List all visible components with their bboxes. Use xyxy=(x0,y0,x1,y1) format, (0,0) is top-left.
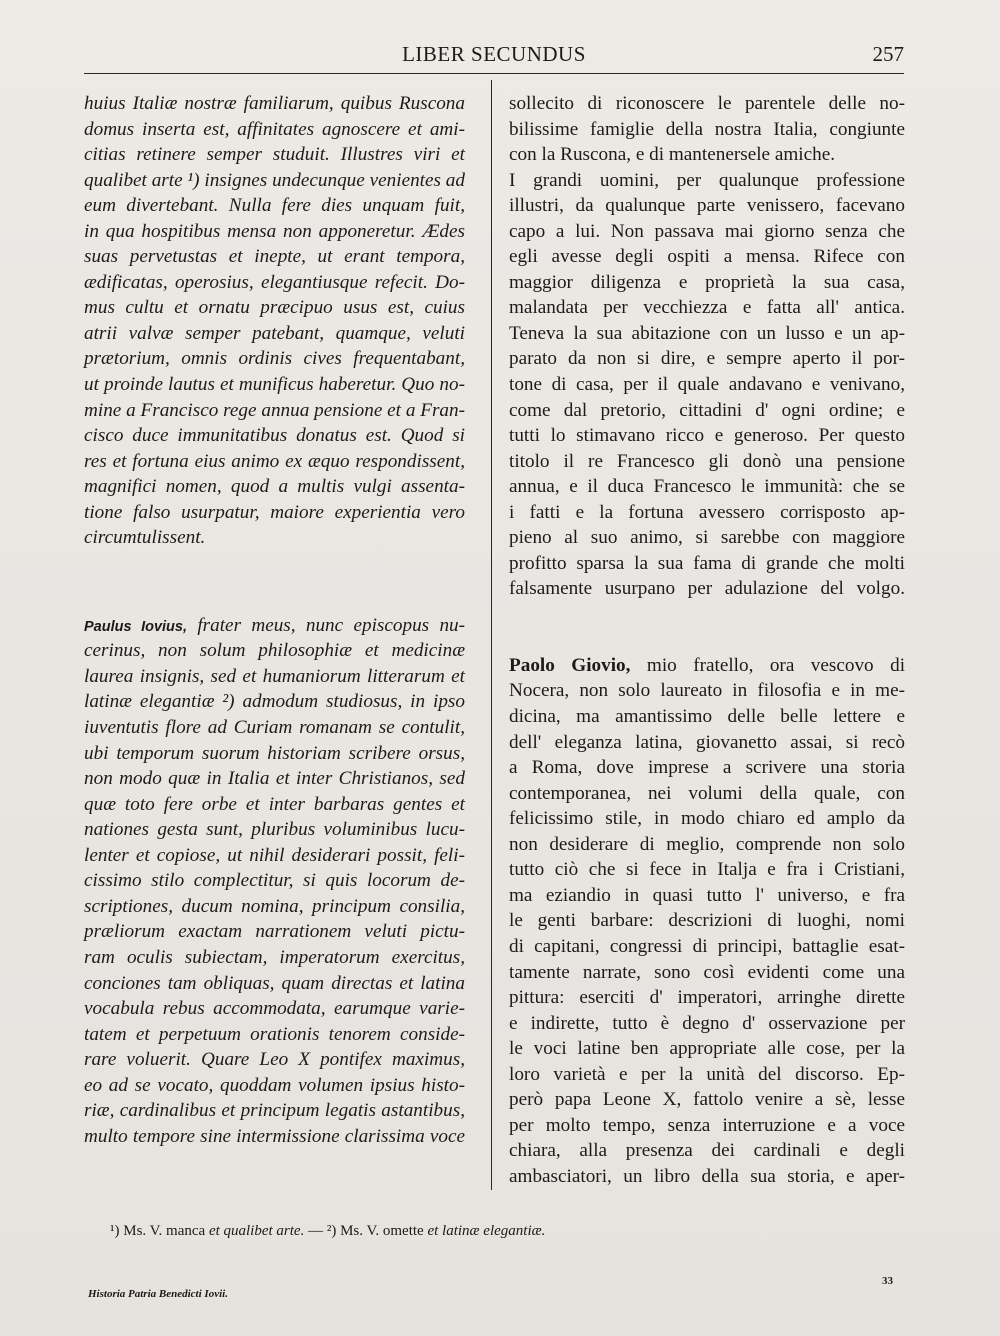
text-line: Teneva la sua abitazione con un lusso e un ap- xyxy=(509,322,905,344)
footnote-2-text: ²) Ms. V. omette xyxy=(326,1223,424,1239)
text-run: mio fratello, ora vescovo di xyxy=(646,654,906,676)
page-header xyxy=(84,40,904,74)
footnote-1-quote: et qualibet arte. xyxy=(208,1223,305,1239)
text-line: non desiderare di meglio, comprende non solo xyxy=(509,833,905,855)
text-line: le genti barbare: descrizioni di luoghi, nomi xyxy=(509,910,905,932)
text-line: tatem et perpetuum orationis tenorem conside- xyxy=(84,1023,465,1045)
text-line: tione falso usurpatur, maiore experientia vero xyxy=(84,501,465,523)
text-line: res et fortuna eius animo ex æquo respondissent, xyxy=(84,450,465,472)
text-line: ma eziandio in quasi tutto l' universo, e fra xyxy=(509,884,905,906)
text-line: laurea insignis, sed et humaniorum litterarum et xyxy=(84,665,465,687)
text-line xyxy=(84,613,465,639)
latin-paragraph-1 xyxy=(84,91,465,551)
text-line: contemporanea, nei volumi della quale, con xyxy=(509,782,905,804)
text-line: falsamente usurpano per adulazione del volgo. xyxy=(509,578,905,600)
text-line: mine a Francisco rege annua pensione et a Fran- xyxy=(84,399,465,421)
text-line: eo ad se vocato, quoddam volumen ipsius histo- xyxy=(84,1074,465,1096)
text-line: per molto tempo, senza interruzione e a voce xyxy=(509,1114,905,1136)
text-line: domus inserta est, affinitates agnoscere et ami- xyxy=(84,118,465,140)
text-line: bilissime famiglie della nostra Italia, congiunte xyxy=(509,118,905,140)
text-line: mus cultu et ornatu præcipuo usus est, cuius xyxy=(84,297,465,319)
text-line: prætorium, omnis ordinis cives frequentabant, xyxy=(84,348,465,370)
text-run: frater meus, nunc episcopus nu- xyxy=(197,614,466,636)
text-line: illustri, da qualunque parte venissero, facevano xyxy=(509,195,905,217)
text-line: malandata per vecchiezza e fatta all' antica. xyxy=(509,297,905,319)
text-line: sollecito di riconoscere le parentele delle no- xyxy=(509,93,905,114)
text-line: parato da non si dire, e sempre aperto il por- xyxy=(509,348,905,370)
text-line: nationes gesta sunt, pluribus voluminibus lucu- xyxy=(84,819,465,841)
footnote-2-quote: et latinæ elegantiæ. xyxy=(427,1223,546,1239)
text-line: annua, e il duca Francesco le immunità: che se xyxy=(509,476,905,498)
column-divider xyxy=(491,80,492,1190)
running-title: LIBER SECUNDUS xyxy=(402,42,586,66)
text-line: come dal pretorio, cittadini d' ogni ordine; e xyxy=(509,399,905,421)
text-line: citias retinere semper studuit. Illustres viri et xyxy=(84,144,465,166)
text-line: circumtulissent. xyxy=(84,527,206,549)
text-line: dicina, ma amantissimo delle belle lettere e xyxy=(509,706,905,728)
text-line: quæ toto fere orbe et inter barbaras gentes et xyxy=(84,793,465,815)
text-line: pieno al suo animo, si sarebbe con maggiore xyxy=(509,527,905,549)
text-line: egli avesse degli ospiti a mensa. Rifece con xyxy=(509,246,905,268)
text-line: huius Italiæ nostræ familiarum, quibus Ruscona xyxy=(84,93,465,114)
italian-column xyxy=(509,91,905,1189)
footnote-separator: — xyxy=(308,1223,324,1239)
text-line: rare voluerit. Quare Leo X pontifex maximus, xyxy=(84,1049,465,1071)
italian-paragraph-2 xyxy=(509,653,905,1189)
text-line: titolo il re Francesco gli donò una pensione xyxy=(509,450,905,472)
text-line: tone di casa, per il quale andavano e venivano, xyxy=(509,374,905,396)
signature-title: Historia Patria Benedicti Iovii. xyxy=(88,1288,228,1300)
text-line: latinæ elegantiæ ²) admodum studiosus, in ipso xyxy=(84,691,465,713)
text-line: felicissimo stile, in modo chiaro ed amplo da xyxy=(509,808,905,830)
text-line: ambasciatori, un libro della sua storia, e aper- xyxy=(509,1165,905,1187)
text-line: eum divertebant. Nulla fere dies unquam fuit, xyxy=(84,195,465,217)
text-line: I grandi uomini, per qualunque professione xyxy=(509,169,905,191)
text-line: a Roma, dove imprese a scrivere una storia xyxy=(509,757,905,779)
text-line: iuventutis flore ad Curiam romanam se contulit, xyxy=(84,717,465,739)
text-line: pittura: eserciti d' imperatori, arringhe dirette xyxy=(509,987,905,1009)
page-number: 257 xyxy=(872,42,904,66)
person-name: Paolo Giovio, xyxy=(509,654,631,676)
text-line: tamente narrate, sono così evidenti come una xyxy=(509,961,905,983)
text-line: riæ, cardinalibus et principum legatis astantibus, xyxy=(84,1100,465,1122)
text-line: scriptiones, ducum nomina, principum consilia, xyxy=(84,895,465,917)
text-line: cissimo stilo complectitur, si quis locorum de- xyxy=(84,870,465,892)
text-line: di capitani, congressi di principi, battaglie esat- xyxy=(509,935,905,957)
text-line: cisco duce immunitatibus donatus est. Quod si xyxy=(84,425,465,447)
text-line: maggior diligenza e proprietà la sua casa, xyxy=(509,271,905,293)
text-line: præliorum exactam narrationem veluti pictu- xyxy=(84,921,465,943)
text-line: ubi temporum suorum historiam scribere orsus, xyxy=(84,742,465,764)
footnote-1-text: ¹) Ms. V. manca xyxy=(110,1223,206,1239)
text-line xyxy=(509,653,905,679)
text-line: loro varietà e per la unità del discorso. Ep- xyxy=(509,1063,905,1085)
text-line: in qua hospitibus mensa non apponeretur. Ædes xyxy=(84,220,465,242)
text-line: qualibet arte ¹) insignes undecunque venientes ad xyxy=(84,169,465,191)
text-line: cerinus, non solum philosophiæ et medicinæ xyxy=(84,640,465,662)
text-line: atrii valvæ semper patebant, quamque, veluti xyxy=(84,322,465,344)
text-line: ædificatas, operosius, elegantiusque refecit. Do- xyxy=(84,271,465,293)
text-line: vocabula rebus accommodata, earumque varie- xyxy=(84,998,465,1020)
text-line: ram oculis subiectam, imperatorum exercitus, xyxy=(84,946,465,968)
text-line: le voci latine ben appropriate alle cose, per la xyxy=(509,1038,905,1060)
text-line: magnifici nomen, quod a multis vulgi assenta- xyxy=(84,476,465,498)
text-line: conciones tam obliquas, quam directas et latina xyxy=(84,972,465,994)
text-line: i fatti e la fortuna avessero corrisposto ap- xyxy=(509,501,905,523)
text-line: Nocera, non solo laureato in filosofia e in me- xyxy=(509,680,905,702)
text-line: e indirette, tutto è degno d' osservazione per xyxy=(509,1012,905,1034)
text-line: suas pervetustas et inepte, ut erant tempora, xyxy=(84,246,465,268)
text-line: tutti lo stimavano ricco e generoso. Per questo xyxy=(509,425,905,447)
text-line: con la Ruscona, e di mantenersele amiche. xyxy=(509,144,836,166)
text-line: multo tempore sine intermissione clarissima voce xyxy=(84,1125,465,1147)
text-line: tutto ciò che si fece in Italja e fra i Cristiani, xyxy=(509,859,905,881)
latin-column xyxy=(84,91,465,1149)
header-rule xyxy=(84,73,904,74)
text-line: lenter et copiose, ut nihil desiderari possit, feli- xyxy=(84,844,465,866)
text-line: dell' eleganza latina, giovanetto assai, si recò xyxy=(509,731,905,753)
latin-paragraph-2 xyxy=(84,613,465,1149)
person-name: Paulus Iovius, xyxy=(84,618,188,635)
italian-paragraph-1 xyxy=(509,91,905,602)
signature-number: 33 xyxy=(882,1275,893,1287)
footnotes xyxy=(110,1223,910,1240)
text-line: non modo quæ in Italia et inter Christianos, sed xyxy=(84,768,465,790)
text-line: però papa Leone X, fattolo venire a sè, lesse xyxy=(509,1089,905,1111)
text-line: capo a lui. Non passava mai giorno senza che xyxy=(509,220,905,242)
text-line: ut proinde lautus et munificus haberetur. Quo no- xyxy=(84,374,465,396)
text-line: profitto sparsa la sua fama di grande che molti xyxy=(509,552,905,574)
text-line: chiara, alla presenza dei cardinali e degli xyxy=(509,1140,905,1162)
